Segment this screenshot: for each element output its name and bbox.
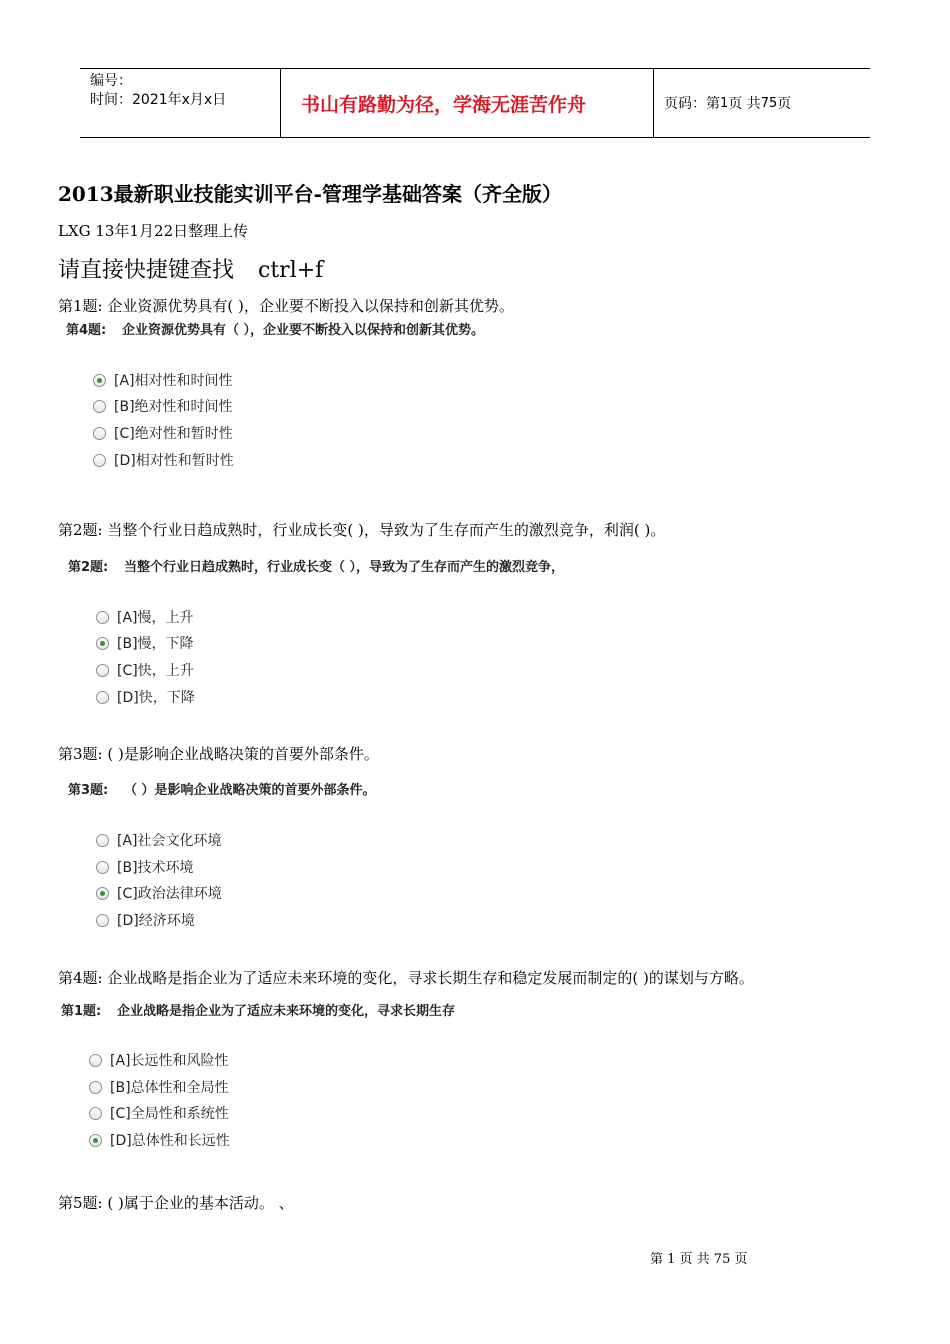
question-screenshot-title: [68, 779, 468, 798]
answer-option[interactable]: [96, 633, 194, 653]
time-label: 时间：2021年x月x日: [90, 92, 227, 108]
answer-option[interactable]: [89, 1050, 229, 1070]
radio-icon[interactable]: [89, 1081, 102, 1094]
header-motto-cell: [281, 69, 654, 137]
radio-selected-icon[interactable]: [96, 637, 109, 650]
question-text: 第3题: ( )是影响企业战略决策的首要外部条件。: [58, 745, 379, 763]
option-label: [A]相对性和时间性: [114, 373, 233, 389]
number-label: 编号：: [90, 73, 132, 89]
question-text: 第2题: 当整个行业日趋成熟时，行业成长变( )，导致为了生存而产生的激烈竞争，利润( )。: [58, 521, 666, 539]
radio-selected-icon[interactable]: [89, 1134, 102, 1147]
question-screenshot-text: 企业战略是指企业为了适应未来环境的变化，寻求长期生存: [117, 1004, 456, 1019]
question-screenshot-number: 第3题:: [68, 783, 109, 798]
page-number: 1: [720, 95, 729, 111]
radio-selected-icon[interactable]: [93, 374, 106, 387]
answer-option[interactable]: [93, 370, 233, 390]
header-meta-cell: [80, 69, 281, 137]
option-label: [A]长远性和风险性: [110, 1053, 229, 1069]
option-label: [D]相对性和暂时性: [114, 453, 234, 469]
answer-option[interactable]: [93, 423, 233, 443]
radio-icon[interactable]: [96, 914, 109, 927]
option-label: [A]慢，上升: [117, 610, 194, 626]
radio-icon[interactable]: [93, 400, 106, 413]
option-label: [C]政治法律环境: [117, 886, 222, 902]
question-text: 第5题: ( )属于企业的基本活动。 、: [58, 1194, 294, 1212]
header-page-cell: [654, 69, 870, 137]
radio-icon[interactable]: [89, 1054, 102, 1067]
option-label: [B]总体性和全局性: [110, 1080, 229, 1096]
answer-option[interactable]: [96, 857, 194, 877]
option-label: [C]全局性和系统性: [110, 1106, 229, 1122]
question-screenshot-number: 第4题:: [66, 323, 107, 338]
answer-option[interactable]: [93, 450, 234, 470]
question-screenshot-number: 第1题:: [61, 1004, 102, 1019]
search-hint-text: 请直接快捷键查找: [58, 258, 235, 283]
page-label: 页码：第: [664, 96, 720, 112]
option-label: [C]绝对性和暂时性: [114, 426, 233, 442]
question-text: 第4题: 企业战略是指企业为了适应未来环境的变化，寻求长期生存和稳定发展而制定的( )的谋划与方略。: [58, 969, 754, 987]
question-screenshot-number: 第2题:: [68, 560, 109, 575]
radio-selected-icon[interactable]: [96, 887, 109, 900]
question-screenshot-text: 企业资源优势具有（ ），企业要不断投入以保持和创新其优势。: [122, 323, 485, 338]
question-text: 第1题: 企业资源优势具有( )，企业要不断投入以保持和创新其优势。: [58, 297, 514, 315]
option-label: [C]快，上升: [117, 663, 194, 679]
answer-option[interactable]: [96, 910, 195, 930]
answer-option[interactable]: [96, 687, 195, 707]
question-screenshot-text: 当整个行业日趋成熟时，行业成长变（ ），导致为了生存而产生的激烈竞争，: [124, 560, 565, 575]
radio-icon[interactable]: [96, 834, 109, 847]
option-label: [D]快，下降: [117, 690, 195, 706]
question-screenshot-text: （ ）是影响企业战略决策的首要外部条件。: [124, 783, 376, 798]
radio-icon[interactable]: [96, 861, 109, 874]
answer-option[interactable]: [89, 1077, 229, 1097]
radio-icon[interactable]: [96, 664, 109, 677]
answer-option[interactable]: [89, 1130, 230, 1150]
radio-icon[interactable]: [96, 611, 109, 624]
answer-option[interactable]: [96, 660, 194, 680]
option-label: [B]技术环境: [117, 860, 194, 876]
document-header: [80, 68, 870, 138]
answer-option[interactable]: [96, 883, 222, 903]
document-subtitle: LXG 13年1月22日整理上传: [58, 222, 249, 240]
search-hint: [58, 253, 323, 284]
radio-icon[interactable]: [96, 691, 109, 704]
search-hint-key: ctrl+f: [258, 258, 324, 283]
answer-option[interactable]: [93, 396, 233, 416]
option-label: [D]经济环境: [117, 913, 195, 929]
option-label: [B]绝对性和时间性: [114, 399, 233, 415]
answer-option[interactable]: [89, 1103, 229, 1123]
question-screenshot-title: [68, 556, 608, 575]
option-label: [A]社会文化环境: [117, 833, 222, 849]
page-total: 75: [760, 95, 778, 111]
document-title: 2013最新职业技能实训平台-管理学基础答案（齐全版）: [58, 182, 562, 206]
answer-option[interactable]: [96, 830, 222, 850]
radio-icon[interactable]: [93, 427, 106, 440]
answer-option[interactable]: [96, 607, 194, 627]
question-screenshot-title: [61, 1000, 486, 1019]
option-label: [D]总体性和长远性: [110, 1133, 230, 1149]
radio-icon[interactable]: [93, 454, 106, 467]
option-label: [B]慢，下降: [117, 636, 194, 652]
question-screenshot-title: [66, 319, 546, 338]
motto-text: 书山有路勤为径，学海无涯苦作舟: [301, 93, 587, 116]
radio-icon[interactable]: [89, 1107, 102, 1120]
page-mid: 页 共: [728, 96, 761, 112]
page-footer: 第 1 页 共 75 页: [650, 1252, 748, 1267]
page-end: 页: [777, 96, 792, 112]
